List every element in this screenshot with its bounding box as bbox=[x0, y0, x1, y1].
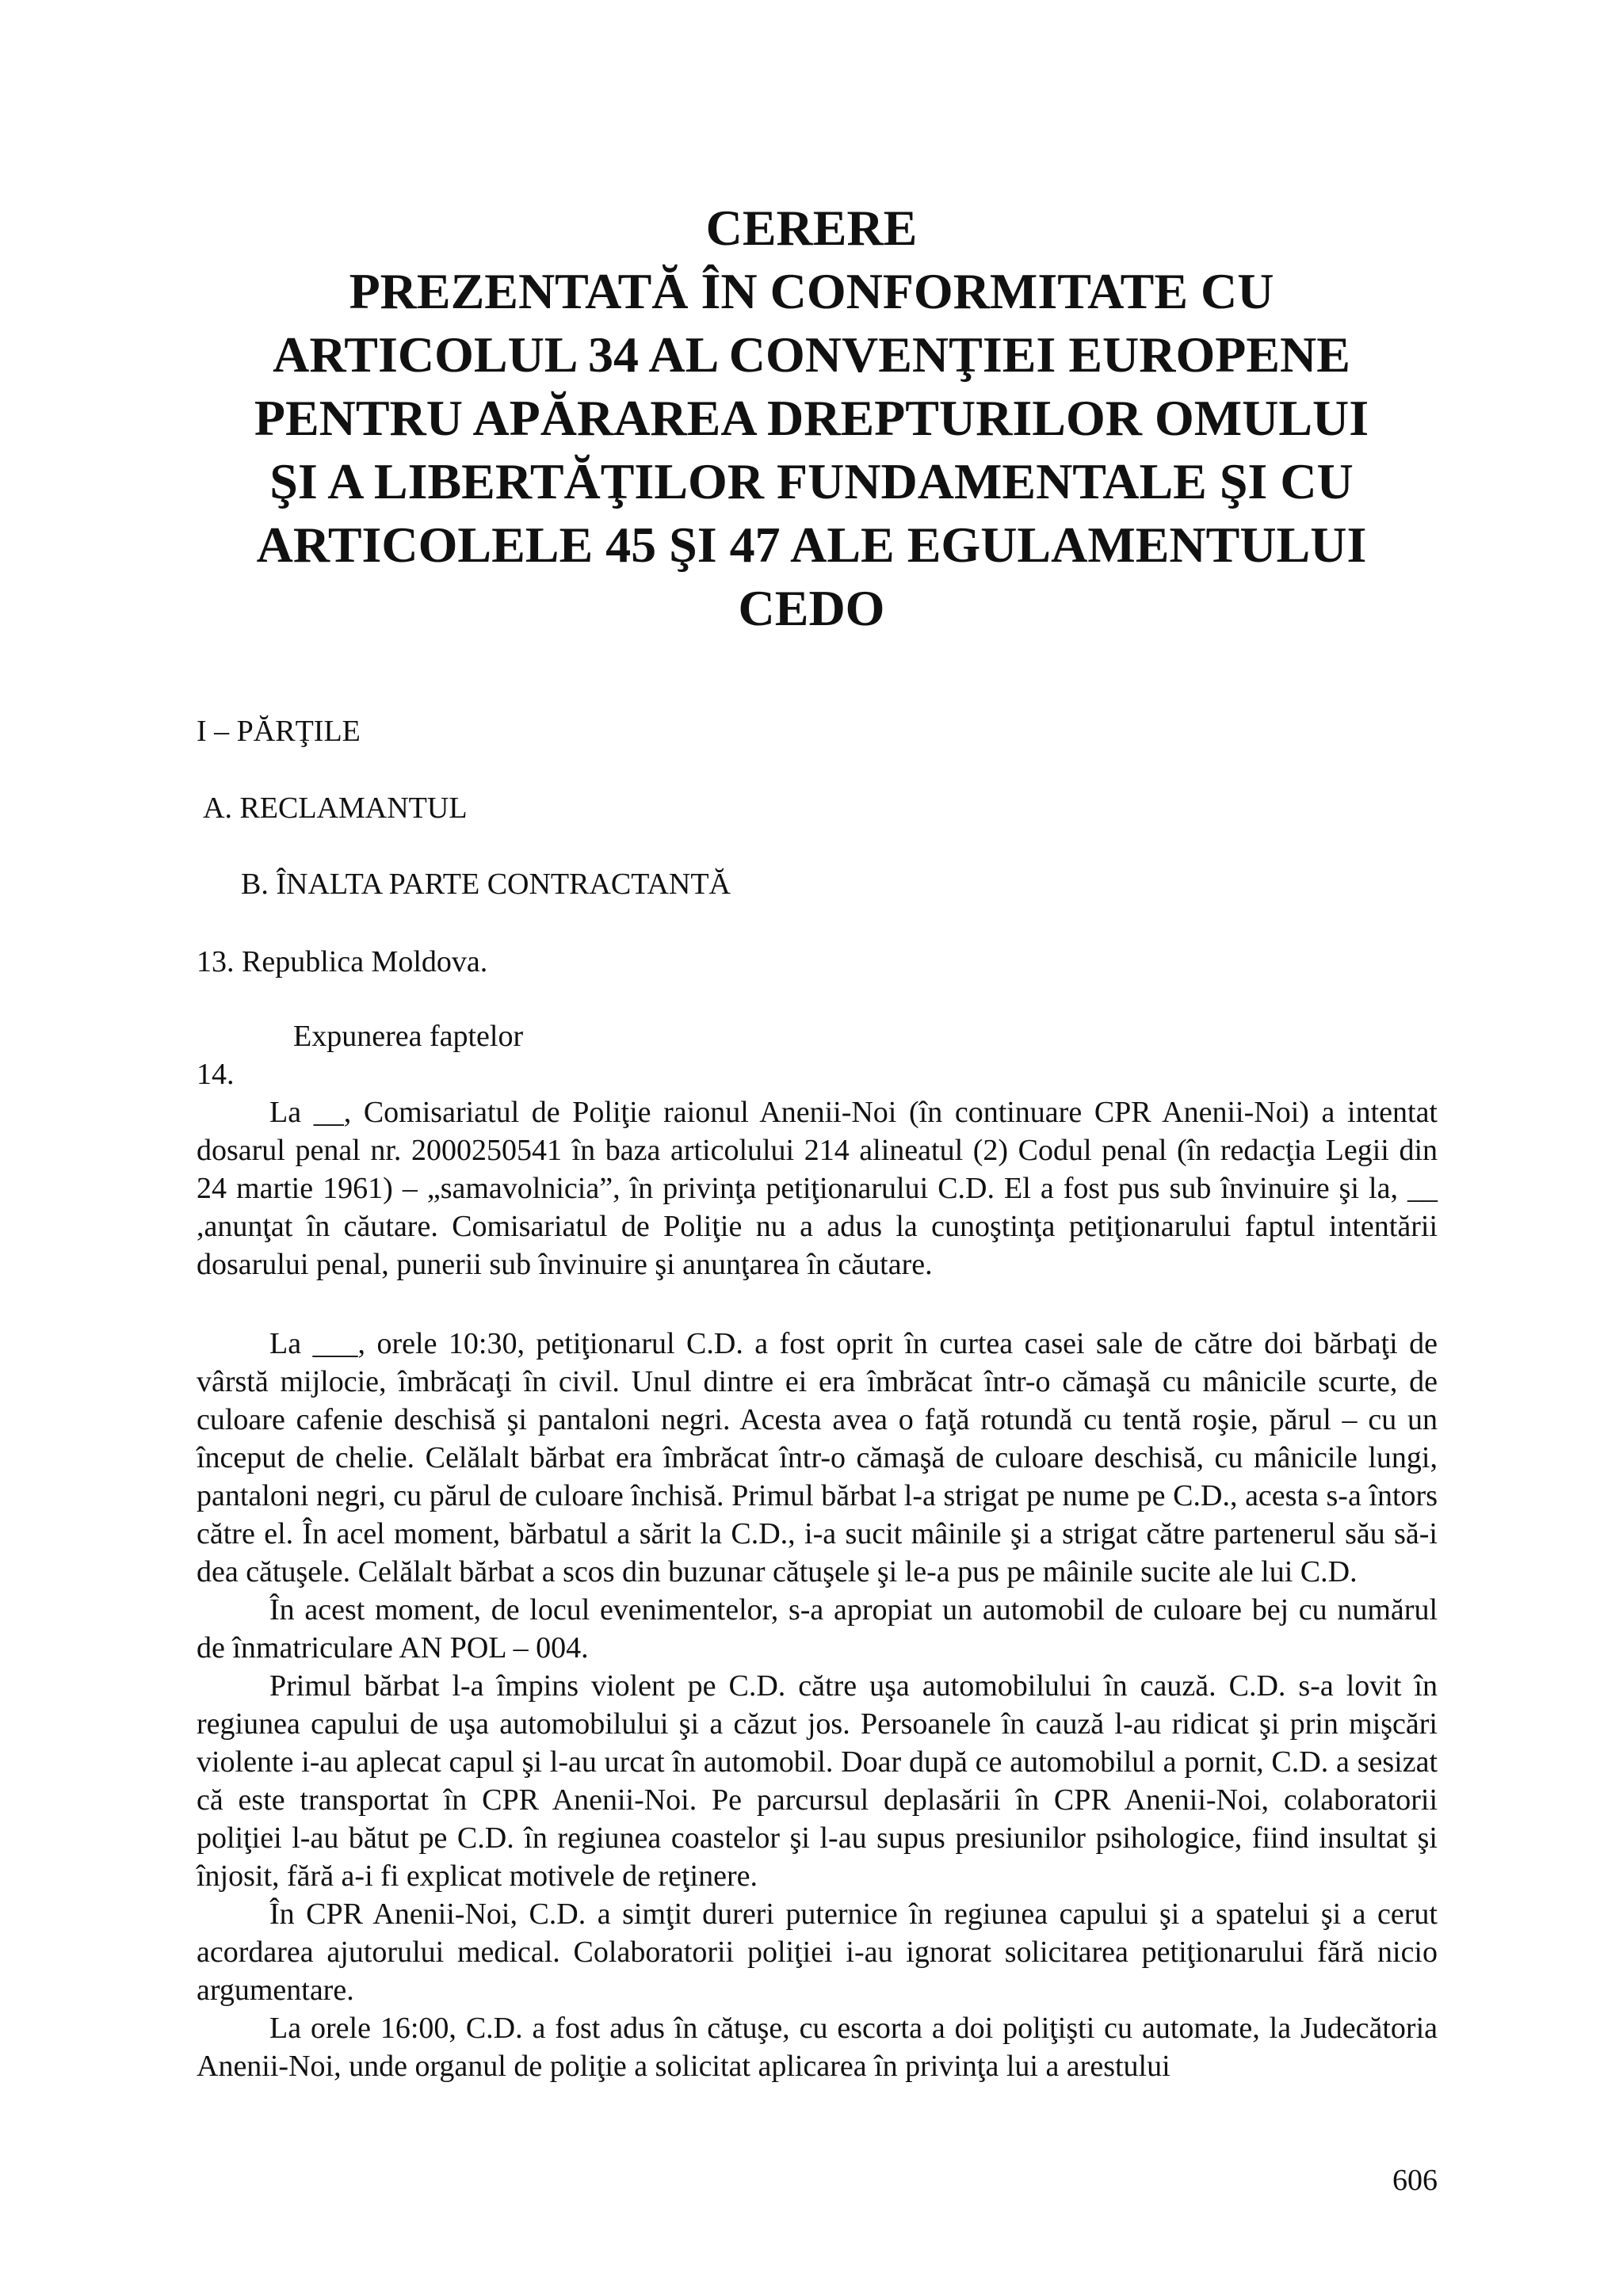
paragraph: La ___, orele 10:30, petiţionarul C.D. a fost oprit în curtea casei sale de către doi bărbaţi de vârstă mijlocie, îmbrăcaţi în civil. Unul dintre ei era îmbrăcat într-o cămaşă cu mânicile scurte, de culoare cafenie deschisă şi pantaloni negri. Acesta avea o faţă rotundă cu tentă roşie, părul – cu un început de chelie. Celălalt bărbat era îmbrăcat într-o cămaşă de culoare deschisă, cu mânicile lungi, pantaloni negri, cu părul de culoare închisă. Primul bărbat l-a strigat pe nume pe C.D., acesta s-a întors către el. În acel moment, bărbatul a sărit la C.D., i-a sucit mâinile şi a strigat către partenerul său să-i dea cătuşele. Celălalt bărbat a scos din buzunar cătuşele şi le-a pus pe mâinile sucite ale lui C.D. bbox=[197, 1327, 1438, 1589]
paragraph: În CPR Anenii-Noi, C.D. a simţit dureri puternice în regiunea capului şi a spatelui şi a cerut acordarea ajutorului medical. Colaboratorii poliţiei i-au ignorat solicitarea petiţionarului fără nicio argumentare. bbox=[197, 1897, 1438, 2007]
section-heading-contracting-party: B. ÎNALTA PARTE CONTRACTANTĂ bbox=[241, 868, 731, 901]
item-13: 13. Republica Moldova. bbox=[197, 945, 488, 978]
page-number: 606 bbox=[1392, 2164, 1438, 2197]
title-line: CEDO bbox=[738, 580, 885, 636]
paragraph: Primul bărbat l-a împins violent pe C.D. către uşa automobilului în cauză. C.D. s-a lovit în regiunea capului de uşa automobilului şi a căzut jos. Persoanele în cauză l-au ridicat şi prin mişcări violente i-au aplecat capul şi l-au urcat în automobil. Doar după ce automobilul a pornit, C.D. a sesizat că este transportat în CPR Anenii-Noi. Pe parcursul deplasării în CPR Anenii-Noi, colaboratorii poliţiei l-au bătut pe C.D. în regiunea coastelor şi l-au supus presiunilor psihologice, fiind insultat şi înjosit, fără a-i fi explicat motivele de reţinere. bbox=[197, 1669, 1438, 1893]
title-line: ŞI A LIBERTĂŢILOR FUNDAMENTALE ŞI CU bbox=[269, 453, 1354, 509]
paragraph: La __, Comisariatul de Poliţie raionul Anenii-Noi (în continuare CPR Anenii-Noi) a intentat dosarul penal nr. 2000250541 în baza articolului 214 alineatul (2) Codul penal (în redacţia Legii din 24 martie 1961) – „samavolnicia”, în privinţa petiţionarului C.D. El a fost pus sub învinuire şi la, __ ,anunţat în căutare. Comisariatul de Poliţie nu a adus la cunoştinţa petiţionarului faptul intentării dosarului penal, punerii sub învinuire şi anunţarea în căutare. bbox=[197, 1096, 1438, 1281]
item-14: 14. bbox=[197, 1058, 235, 1091]
section-heading-claimant: A. RECLAMANTUL bbox=[203, 791, 468, 825]
title-line: ARTICOLELE 45 ŞI 47 ALE EGULAMENTULUI bbox=[256, 517, 1367, 573]
title-line: ARTICOLUL 34 AL CONVENŢIEI EUROPENE bbox=[273, 326, 1350, 383]
section-heading-parties: I – PĂRŢILE bbox=[197, 715, 361, 748]
document-title bbox=[158, 196, 1465, 640]
facts-heading: Expunerea faptelor bbox=[293, 1020, 524, 1053]
title-line: CERERE bbox=[705, 200, 918, 256]
paragraph-gap bbox=[197, 1283, 1438, 1325]
title-line: PREZENTATĂ ÎN CONFORMITATE CU bbox=[349, 263, 1274, 319]
title-line: PENTRU APĂRAREA DREPTURILOR OMULUI bbox=[254, 390, 1369, 446]
paragraph: La orele 16:00, C.D. a fost adus în cătuşe, cu escorta a doi poliţişti cu automate, la Judecătoria Anenii-Noi, unde organul de poliţie a solicitat aplicarea în privinţa lui a arestului bbox=[197, 2012, 1438, 2083]
document-body bbox=[197, 1093, 1438, 2085]
paragraph: În acest moment, de locul evenimentelor, s-a apropiat un automobil de culoare bej cu numărul de înmatriculare AN POL – 004. bbox=[197, 1593, 1438, 1665]
